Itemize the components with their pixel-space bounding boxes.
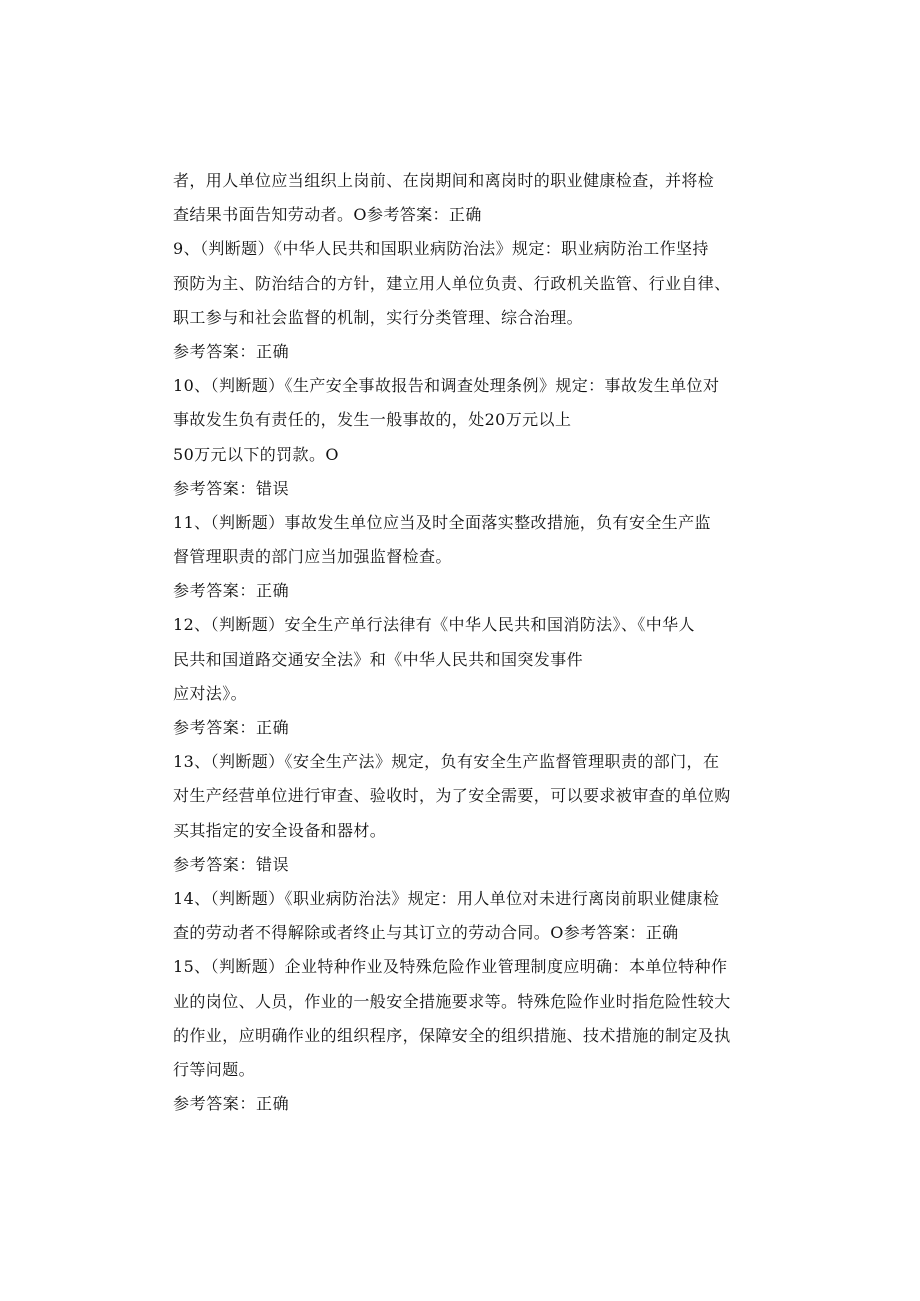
text-line: 职工参与和社会监督的机制，实行分类管理、综合治理。 — [173, 307, 584, 327]
text-line: 者，用人单位应当组织上岗前、在岗期间和离岗时的职业健康检查，并将检 — [173, 171, 715, 190]
question-13-line: 13、（判断题）《安全生产法》规定，负有安全生产监督管理职责的部门，在 — [173, 752, 720, 772]
answer-line: 参考答案：正确 — [173, 1094, 290, 1114]
text-line: 民共和国道路交通安全法》和《中华人民共和国突发事件 — [173, 649, 584, 669]
question-12-line: 12、（判断题）安全生产单行法律有《中华人民共和国消防法》、《中华人 — [173, 615, 695, 635]
text-line: 50万元以下的罚款。O — [173, 444, 339, 464]
answer-line: 参考答案：正确 — [173, 718, 290, 737]
text-line: 事故发生负有责任的，发生一般事故的，处20万元以上 — [173, 410, 572, 430]
answer-line: 参考答案：正确 — [173, 581, 290, 601]
answer-line: 参考答案：正确 — [173, 341, 290, 361]
text-line: 查结果书面告知劳动者。O参考答案：正确 — [173, 205, 482, 225]
document-body — [173, 164, 773, 1121]
question-14-line: 14、（判断题）《职业病防治法》规定：用人单位对未进行离岗前职业健康检 — [173, 888, 720, 908]
text-line: 买其指定的安全设备和器材。 — [173, 820, 387, 840]
question-15-line: 15、（判断题）企业特种作业及特殊危险作业管理制度应明确：本单位特种作 — [173, 957, 728, 977]
text-line: 预防为主、防治结合的方针，建立用人单位负责、行政机关监管、行业自律、 — [173, 273, 731, 293]
question-10-line: 10、（判断题）《生产安全事故报告和调查处理条例》规定：事故发生单位对 — [173, 376, 720, 396]
answer-line: 参考答案：错误 — [173, 478, 290, 498]
text-line: 应对法》。 — [173, 683, 248, 703]
text-line: 对生产经营单位进行审查、验收时，为了安全需要，可以要求被审查的单位购 — [173, 786, 731, 806]
text-line: 行等问题。 — [173, 1059, 256, 1079]
question-11-line: 11、（判断题）事故发生单位应当及时全面落实整改措施，负有安全生产监 — [173, 512, 711, 532]
answer-line: 参考答案：错误 — [173, 854, 290, 874]
text-line: 业的岗位、人员，作业的一般安全措施要求等。特殊危险作业时指危险性较大 — [173, 991, 731, 1011]
text-line: 督管理职责的部门应当加强监督检查。 — [173, 547, 452, 567]
question-9-line: 9、（判断题）《中华人民共和国职业病防治法》规定：职业病防治工作坚持 — [173, 239, 709, 259]
text-line: 查的劳动者不得解除或者终止与其订立的劳动合同。O参考答案：正确 — [173, 923, 679, 943]
text-line: 的作业，应明确作业的组织程序，保障安全的组织措施、技术措施的制定及执 — [173, 1025, 731, 1045]
